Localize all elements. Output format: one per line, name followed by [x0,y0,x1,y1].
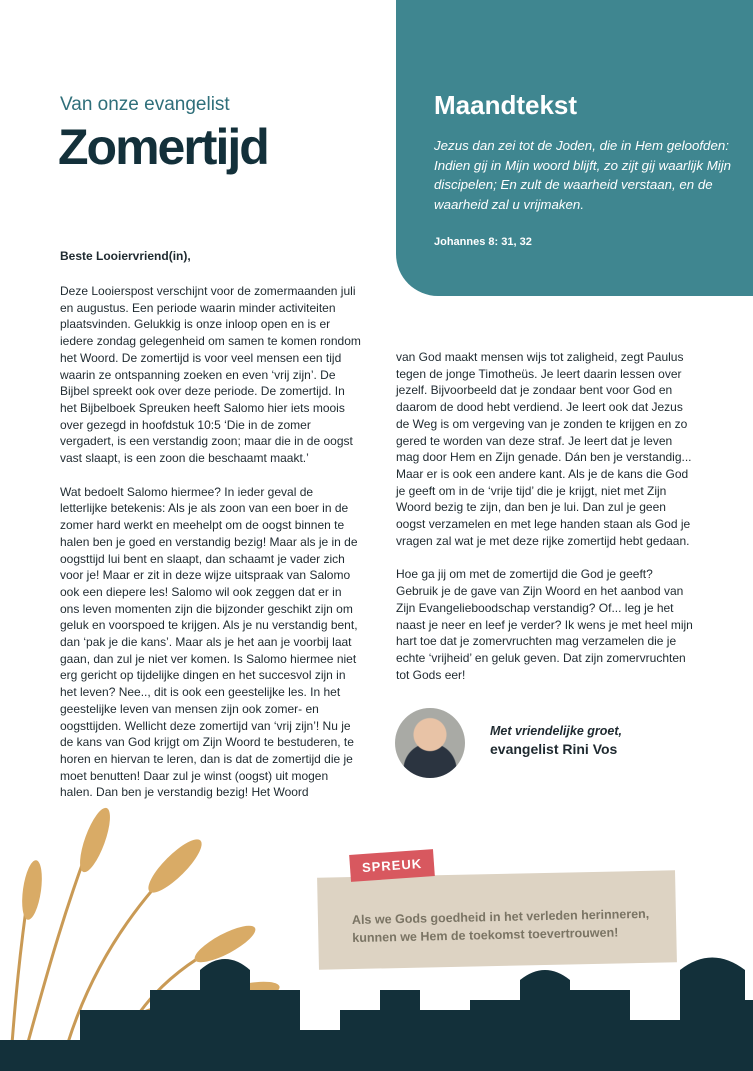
signature-closing: Met vriendelijke groet, [490,724,622,738]
month-text-reference: Johannes 8: 31, 32 [434,236,532,248]
month-text-box [396,0,753,296]
article-paragraph: Hoe ga jij om met de zomertijd die God je geeft? Gebruik je de gave van Zijn Woord en het aanbod van Zijn Evangelieboodschap verstandig? Of... leg je het naast je neer en leef je verder? Ik wens je met heel mijn hart toe dat je zomervruchten mag verzamelen die je echte ‘vrijheid’ en geluk geven. Dat zijn zomervruchten tot Gods eer! [396,567,693,682]
month-text-quote: Jezus dan zei tot de Joden, die in Hem geloofden: Indien gij in Mijn woord blijft, zo zijt gij waarlijk Mijn discipelen; En zult de waarheid verstaan, en de waarheid zal u vrijmaken. [434,138,732,212]
article-greeting: Beste Looiervriend(in), [60,249,191,263]
signature [490,724,622,757]
month-text-title: Maandtekst [434,90,578,120]
signature-name: evangelist Rini Vos [490,741,618,757]
page-title: Zomertijd [58,119,268,175]
proverb-box [317,870,677,969]
article-column-2 [396,349,696,700]
proverb-tag: SPREUK [349,849,435,882]
article-column-1 [60,283,362,818]
author-photo [395,708,465,778]
article-paragraph: van God maakt mensen wijs tot zaligheid, zegt Paulus tegen de jonge Timotheüs. Je leert daarin lessen over jezelf. Bijvoorbeeld dat je zondaar bent voor God en daarom de dood hebt verdiend. Je leert ook dat Jezus de Weg is om vergeving van je zonden te krijgen en zo gered te worden van deze straf. Je leert dat je leven mag door Hem en Zijn genade. Dán ben je verstandig... Maar er is ook een andere kant. Als je de kans die God je geeft om in de ‘vrije tijd’ die je krijgt, niet met Zijn Woord bezig te zijn, dan ben je lui. Dan zul je geen oogst verzamelen en met lege handen staan als God je vragen zal wat je met deze rijke zomertijd hebt gedaan. [396,350,692,548]
article-paragraph: Deze Looierspost verschijnt voor de zomermaanden juli en augustus. Een periode waarin minder activiteiten plaatsvinden. Gelukkig is onze inloop open en is er iedere zondag gelegenheid om samen te komen rondom het Woord. De zomertijd is voor veel mensen een tijd waarin ze ontspanning zoeken en even ‘vrij zijn’. De Bijbel spreekt ook over deze periode. De zomertijd. In het Bijbelboek Spreuken heeft Salomo hier iets moois over gezegd in hoofdstuk 10:5 ‘Die in de zomer vergadert, is een verstandig zoon; maar die in de oogst vast slaapt, is een zoon die beschaamt maakt.’ [60,284,361,466]
article-paragraph: Wat bedoelt Salomo hiermee? In ieder geval de letterlijke betekenis: Als je als zoon van een boer in de zomer hard werkt en meehelpt om de oogst binnen te halen ben je goed en verstandig bezig! Maar als je in de oogsttijd lui bent en slaapt, dan schaamt je vader zich voor je! Maar er zit in deze wijze uitspraak van Salomo ook een diepere les! Salomo wil ook zeggen dat er in ons leven momenten zijn die bijzonder geschikt zijn om geluk en voorspoed te krijgen. Als je nu verstandig bent, dan ‘pak je die kans’. Maar als je het aan je voorbij laat gaan, dan zul je niet ver komen. Is Salomo hiermee niet erg gericht op tijdelijke dingen en het succesvol zijn in het leven? Nee.., dit is ook een geestelijke les. In het geestelijke leven van mensen zijn ook zomer- en oogsttijden. Wellicht deze zomertijd van ‘vrij zijn’! Nu je de kans van God krijgt om Zijn Woord te bestuderen, te horen en hiervan te leren, dan is dat de zomertijd die je moet benutten! Daar zul je winst (oogst) uit mogen halen. Dan ben je verstandig bezig! Het Woord [60,484,358,800]
section-kicker: Van onze evangelist [60,94,230,115]
proverb-text: Als we Gods goedheid in het verleden herinneren, kunnen we Hem de toekomst toevertrouwen! [351,906,650,946]
